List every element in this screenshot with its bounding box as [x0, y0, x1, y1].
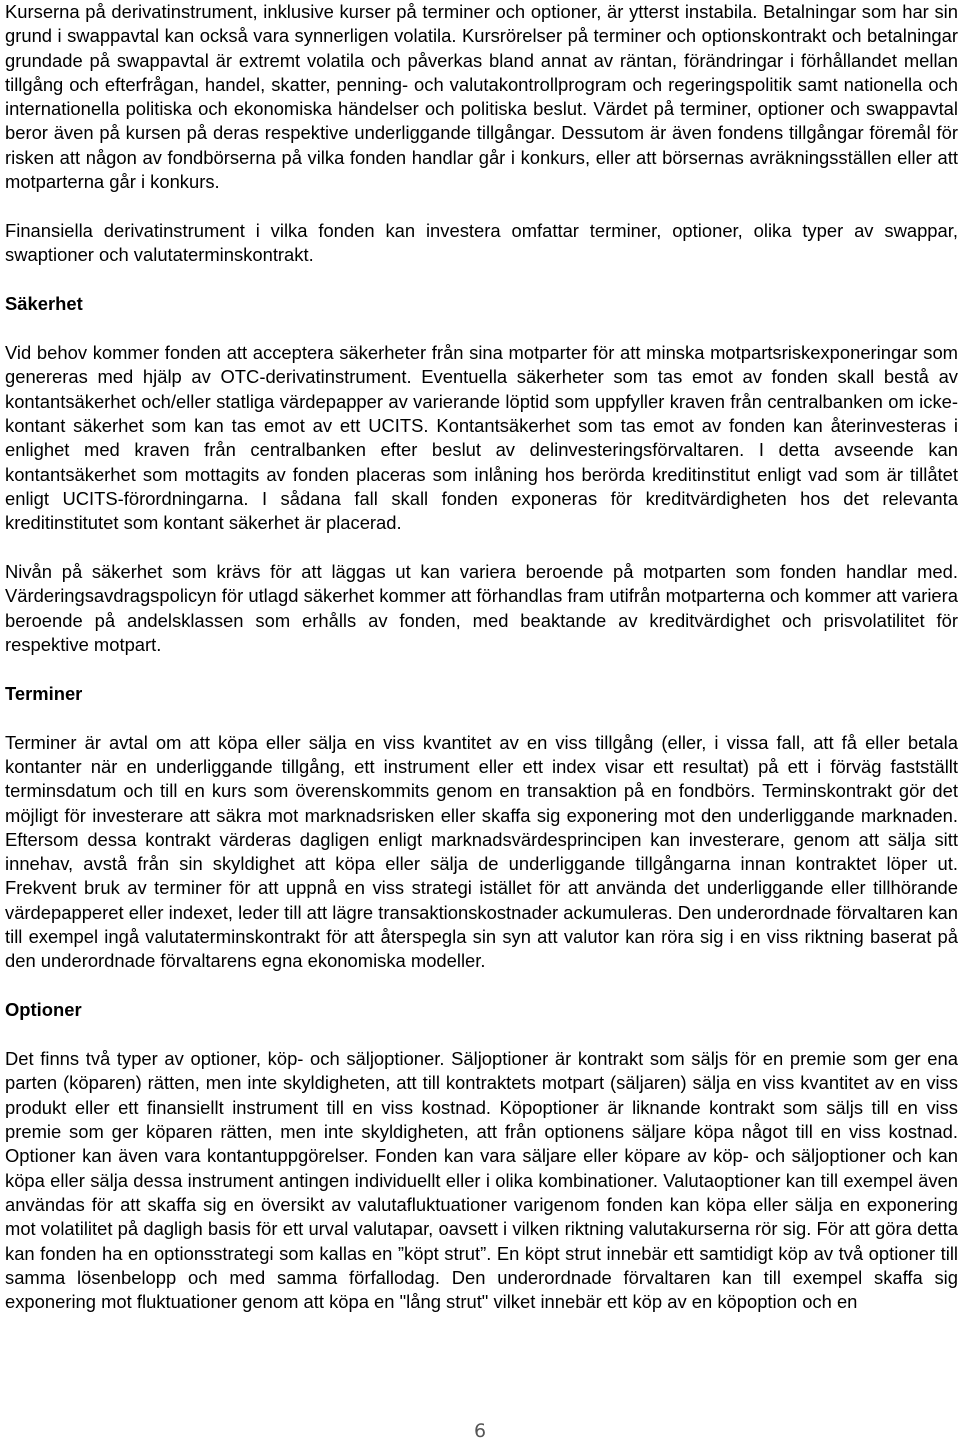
paragraph-derivative-volatility: Kurserna på derivatinstrument, inklusive kurser på terminer och optioner, är ytterst instabila. Betalningar som har sin grund i swappavtal kan också vara synnerligen volatila. Kursrörelser på terminer och optionskontrakt och betalningar grundade på swappavtal är extremt volatila och påverkas bland annat av räntan, förändringar i förhållandet mellan tillgång och efterfrågan, handel, skatter, penning- och valutakontrollprogram och regeringspolitik samt nationella och internationella politiska och ekonomiska händelser och politiska beslut. Värdet på terminer, optioner och swappavtal beror även på kursen på deras respektive underliggande tillgångar. Dessutom är även fondens tillgångar föremål för risken att någon av fondbörserna på vilka fonden handlar går i konkurs, eller att börsernas avräkningsställen eller att motparterna går i konkurs. — [5, 1, 958, 193]
heading-sakerhet: Säkerhet — [5, 293, 83, 315]
document-page — [5, 0, 958, 1314]
paragraph-options: Det finns två typer av optioner, köp- och säljoptioner. Säljoptioner är kontrakt som säljs för en premie som ger ena parten (köparen) rätten, men inte skyldigheten, att till kontraktets motpart (säljaren) sälja en viss kvantitet av en viss produkt eller ett finansiellt instrument till en viss kostnad. Köpoptioner är liknande kontrakt som säljs till en viss premie som ger köparen rätten, men inte skyldigheten, att från optionens säljare köpa något till en viss kostnad. Optioner kan även vara kontantuppgörelser. Fonden kan vara säljare eller köpare av köp- och säljoptioner och kan köpa eller sälja dessa instrument antingen individuellt eller i olika kombinationer. Valutaoptioner kan till exempel även användas för att skaffa sig en översikt av valutafluktuationer varigenom fonden kan köpa eller sälja en exponering mot volatilitet på dagligh basis för ett urval valutapar, oavsett i vilken riktning valutakurserna rör sig. För att göra detta kan fonden ha en optionsstrategi som kallas en ”köpt strut”. En köpt strut innebär ett samtidigt köp av två optioner till samma lösenbelopp och med samma förfallodag. Den underordnade förvaltaren kan till exempel skaffa sig exponering mot fluktuationer genom att köpa en "lång strut" vilket innebär ett köp av en köpoption och en — [5, 1048, 958, 1313]
heading-optioner: Optioner — [5, 999, 82, 1021]
paragraph-futures: Terminer är avtal om att köpa eller sälja en viss kvantitet av en viss tillgång (eller, i vissa fall, att få eller betala kontanter när en underliggande tillgång, ett instrument eller ett index visar ett resultat) på ett i förväg fastställt terminsdatum och till en kurs som överenskommits genom en transaktion på en fondbörs. Terminskontrakt gör det möjligt för investerare att säkra mot marknadsrisken eller skaffa sig exponering mot den underliggande marknaden. Eftersom dessa kontrakt värderas dagligen enligt marknadsvärdesprincipen kan investerare, genom att sälja sitt innehav, avstå från sin skyldighet att köpa eller sälja de underliggande tillgångarna innan kontraktet löper ut. Frekvent bruk av terminer för att uppnå en viss strategi istället för att använda det underliggande eller tillhörande värdepapperet eller indexet, leder till att lägre transaktionskostnader ackumuleras. Den underordnade förvaltaren kan till exempel ingå valutaterminskontrakt för att återspegla sin syn att valutor kan röra sig i en viss riktning baserat på den underordnade förvaltarens egna ekonomiska modeller. — [5, 731, 958, 972]
heading-terminer: Terminer — [5, 682, 83, 704]
page-number: 6 — [473, 1420, 487, 1442]
paragraph-collateral: Vid behov kommer fonden att acceptera säkerheter från sina motparter för att minska motpartsriskexponeringar som genereras med hjälp av OTC-derivatinstrument. Eventuella säkerheter som tas emot av fonden skall bestå av kontantsäkerhet och/eller statliga värdepapper av varierande löptid som uppfyller kraven från centralbanken om icke-kontant säkerhet som kan tas emot av ett UCITS. Kontantsäkerhet som tas emot av fonden kan återinvesteras i enlighet med kraven från centralbanken efter beslut av delinvesteringsförvaltaren. I detta avseende kan kontantsäkerhet som mottagits av fonden placeras som inlåning hos berörda kreditinstitut enligt vad som är tillåtet enligt UCITS-förordningarna. I sådana fall skall fonden exponeras för kreditvärdigheten hos det relevanta kreditinstitutet som kontant säkerhet är placerad. — [5, 342, 958, 534]
paragraph-collateral-level: Nivån på säkerhet som krävs för att läggas ut kan variera beroende på motparten som fonden handlar med. Värderingsavdragspolicyn för utlagd säkerhet kommer att förhandlas fram utifrån motparterna och kommer att variera beroende på andelsklassen som erhålls av fonden, med beaktande av kreditvärdighet och prisvolatilitet för respektive motpart. — [5, 561, 958, 655]
paragraph-derivative-types: Finansiella derivatinstrument i vilka fonden kan investera omfattar terminer, optioner, olika typer av swappar, swaptioner och valutaterminskontrakt. — [5, 219, 958, 266]
